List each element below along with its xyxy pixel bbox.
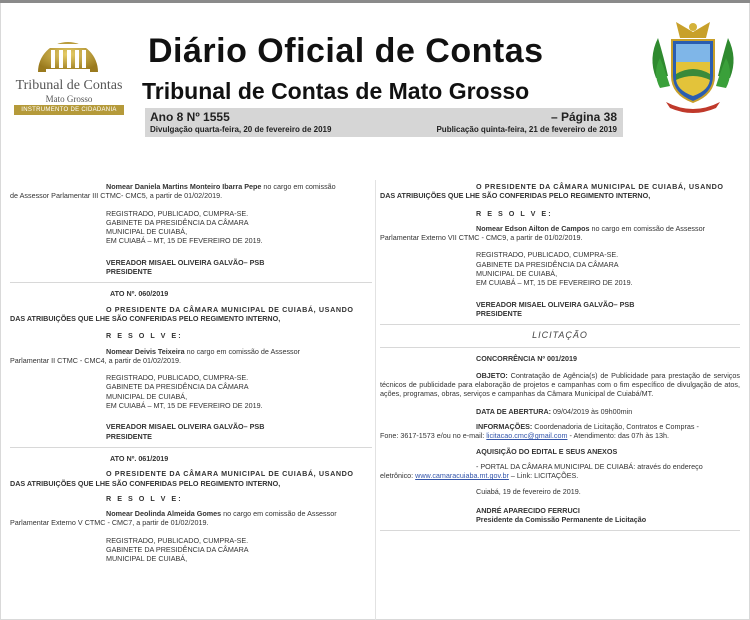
column-divider — [375, 180, 376, 620]
section-title: LICITAÇÃO — [532, 330, 588, 341]
ato-number: ATO Nº. 060/2019 — [110, 289, 169, 299]
resolve-label: R E S O L V E: — [106, 493, 183, 503]
registro-line: REGISTRADO, PUBLICADO, CUMPRA-SE. — [106, 373, 249, 383]
registro-line: MUNICIPAL DE CUIABÁ, — [106, 227, 188, 237]
edition-number: Ano 8 Nº 1555 — [150, 110, 230, 124]
nomeacao-line: Parlamentar Externo V CTMC - CMC7, a partir de 01/02/2019. — [10, 518, 209, 528]
portal-link[interactable]: www.camaracuiaba.mt.gov.br — [415, 471, 509, 481]
aquisicao-line: - PORTAL DA CÂMARA MUNICIPAL DE CUIABÁ: através do endereço — [476, 461, 703, 471]
nominee-text: no cargo em comissão de Assessor — [184, 346, 301, 356]
info-phone: Fone: 3617-1573 e/ou no e-mail: — [380, 431, 487, 441]
registro-line: EM CUIABÁ – MT, 15 DE FEVEREIRO DE 2019. — [106, 401, 263, 411]
presidente-line: O PRESIDENTE DA CÂMARA MUNICIPAL DE CUIABÁ, USANDO — [476, 182, 724, 191]
presidente-line: DAS ATRIBUIÇÕES QUE LHE SÃO CONFERIDAS PELO REGIMENTO INTERNO, — [10, 313, 281, 323]
registro-line: MUNICIPAL DE CUIABÁ, — [106, 391, 188, 401]
nomeacao-line: de Assessor Parlamentar III CTMC- CMC5, a partir de 01/02/2019. — [10, 191, 223, 201]
nomeacao-paragraph — [10, 347, 372, 356]
info-line — [380, 431, 740, 440]
objeto-paragraph — [380, 371, 740, 399]
nomeacao-paragraph — [380, 224, 740, 233]
nominee-name: Nomear Daniela Martins Monteiro Ibarra Pepe — [106, 182, 262, 191]
logo-state: Mato Grosso — [45, 94, 93, 104]
email-link[interactable]: licitacao.cmc@gmail.com — [486, 431, 568, 441]
place-date: Cuiabá, 19 de fevereiro de 2019. — [476, 486, 581, 496]
presidente-line: O PRESIDENTE DA CÂMARA MUNICIPAL DE CUIABÁ, USANDO — [106, 304, 354, 314]
divulgacao-date: Divulgação quarta-feira, 20 de fevereiro de 2019 — [150, 125, 332, 134]
info-text: Coordenadoria de Licitação, Contratos e Compras - — [532, 422, 699, 432]
abertura-text: 09/04/2019 às 09h00min — [551, 406, 633, 416]
registro-line: EM CUIABÁ – MT, 15 DE FEVEREIRO DE 2019. — [106, 236, 263, 246]
nomeacao-line: Parlamentar II CTMC - CMC4, a partir de 01/02/2019. — [10, 355, 181, 365]
divider — [380, 530, 740, 531]
divider — [10, 282, 372, 283]
registro-line: REGISTRADO, PUBLICADO, CUMPRA-SE. — [106, 535, 249, 545]
presidente-line: O PRESIDENTE DA CÂMARA MUNICIPAL DE CUIABÁ, USANDO — [106, 469, 354, 479]
registro-line: MUNICIPAL DE CUIABÁ, — [476, 269, 558, 279]
signature-name: VEREADOR MISAEL OLIVEIRA GALVÃO– PSB — [476, 299, 635, 309]
info-hours: - Atendimento: das 07h às 13h. — [567, 431, 669, 441]
top-bar — [0, 0, 750, 3]
tce-logo — [8, 24, 130, 120]
divider — [10, 447, 372, 448]
edition-bar — [145, 108, 623, 137]
left-column — [10, 182, 372, 564]
nomeacao-paragraph — [10, 182, 372, 191]
nominee-text: no cargo em comissão de Assessor — [589, 223, 706, 233]
nominee-name: Nomear Edson Ailton de Campos — [476, 223, 590, 233]
nomeacao-paragraph — [10, 509, 372, 518]
nominee-name: Nomear Deolinda Almeida Gomes — [106, 509, 222, 519]
registro-line: GABINETE DA PRESIDÊNCIA DA CÂMARA — [106, 545, 249, 555]
signature-name: ANDRÉ APARECIDO FERRUCI — [476, 505, 580, 515]
signature-name: VEREADOR MISAEL OLIVEIRA GALVÃO– PSB — [106, 422, 265, 432]
mato-grosso-crest-icon — [646, 18, 740, 116]
registro-line: REGISTRADO, PUBLICADO, CUMPRA-SE. — [106, 208, 249, 218]
page-subtitle: Tribunal de Contas de Mato Grosso — [142, 78, 530, 104]
abertura-label: DATA DE ABERTURA: — [476, 406, 552, 416]
nomeacao-line: Parlamentar Externo VII CTMC - CMC9, a partir de 01/02/2019. — [380, 233, 583, 243]
presidente-line: DAS ATRIBUIÇÕES QUE LHE SÃO CONFERIDAS PELO REGIMENTO INTERNO, — [10, 478, 281, 488]
tce-building-icon — [34, 24, 102, 76]
signature-role: PRESIDENTE — [476, 308, 522, 318]
info-line — [380, 422, 740, 431]
registro-line: GABINETE DA PRESIDÊNCIA DA CÂMARA — [106, 217, 249, 227]
aquisicao-prefix: eletrônico: — [380, 471, 416, 481]
divider — [380, 324, 740, 325]
right-column — [380, 182, 740, 537]
registro-line: MUNICIPAL DE CUIABÁ, — [106, 554, 188, 564]
resolve-label: R E S O L V E: — [476, 208, 553, 218]
registro-line: GABINETE DA PRESIDÊNCIA DA CÂMARA — [476, 259, 619, 269]
nominee-name: Nomear Deivis Teixeira — [106, 346, 185, 356]
divider — [380, 347, 740, 348]
registro-line: GABINETE DA PRESIDÊNCIA DA CÂMARA — [106, 382, 249, 392]
signature-name: VEREADOR MISAEL OLIVEIRA GALVÃO– PSB — [106, 257, 265, 267]
objeto-text: Contratação de Agência(s) de Publicidade para prestação de serviços técnicos de publicidade para elaboração de projetos e campanhas com o fim específico de divulgação de atos, ações, programas, obras, serviços e campanhas da Câmara Municipal de Cuiabá/MT. — [380, 370, 740, 399]
page-title: Diário Oficial de Contas — [148, 32, 544, 70]
signature-role: PRESIDENTE — [106, 431, 152, 441]
nominee-text: no cargo em comissão — [261, 182, 336, 191]
nominee-text: no cargo em comissão de Assessor — [221, 509, 337, 519]
info-label: INFORMAÇÕES: — [476, 422, 533, 432]
logo-name: Tribunal de Contas — [15, 78, 123, 93]
ato-number: ATO Nº. 061/2019 — [110, 453, 169, 463]
registro-line: REGISTRADO, PUBLICADO, CUMPRA-SE. — [476, 250, 619, 260]
signature-role: PRESIDENTE — [106, 267, 152, 277]
resolve-label: R E S O L V E: — [106, 331, 183, 341]
abertura-line — [380, 407, 740, 416]
registro-line: EM CUIABÁ – MT, 15 DE FEVEREIRO DE 2019. — [476, 278, 633, 288]
publicacao-date: Publicação quinta-feira, 21 de fevereiro de 2019 — [436, 125, 617, 134]
concorrencia-number: CONCORRÊNCIA Nº 001/2019 — [476, 353, 578, 363]
aquisicao-suffix: – Link: LICITAÇÕES. — [508, 471, 579, 481]
page-number: – Página 38 — [550, 110, 617, 124]
presidente-line: DAS ATRIBUIÇÕES QUE LHE SÃO CONFERIDAS PELO REGIMENTO INTERNO, — [380, 191, 651, 201]
logo-tagline: INSTRUMENTO DE CIDADANIA — [14, 105, 124, 115]
aquisicao-line — [380, 471, 740, 480]
signature-role: Presidente da Comissão Permanente de Licitação — [476, 515, 647, 525]
objeto-label: OBJETO: — [476, 370, 508, 380]
aquisicao-title: AQUISIÇÃO DO EDITAL E SEUS ANEXOS — [476, 446, 618, 456]
